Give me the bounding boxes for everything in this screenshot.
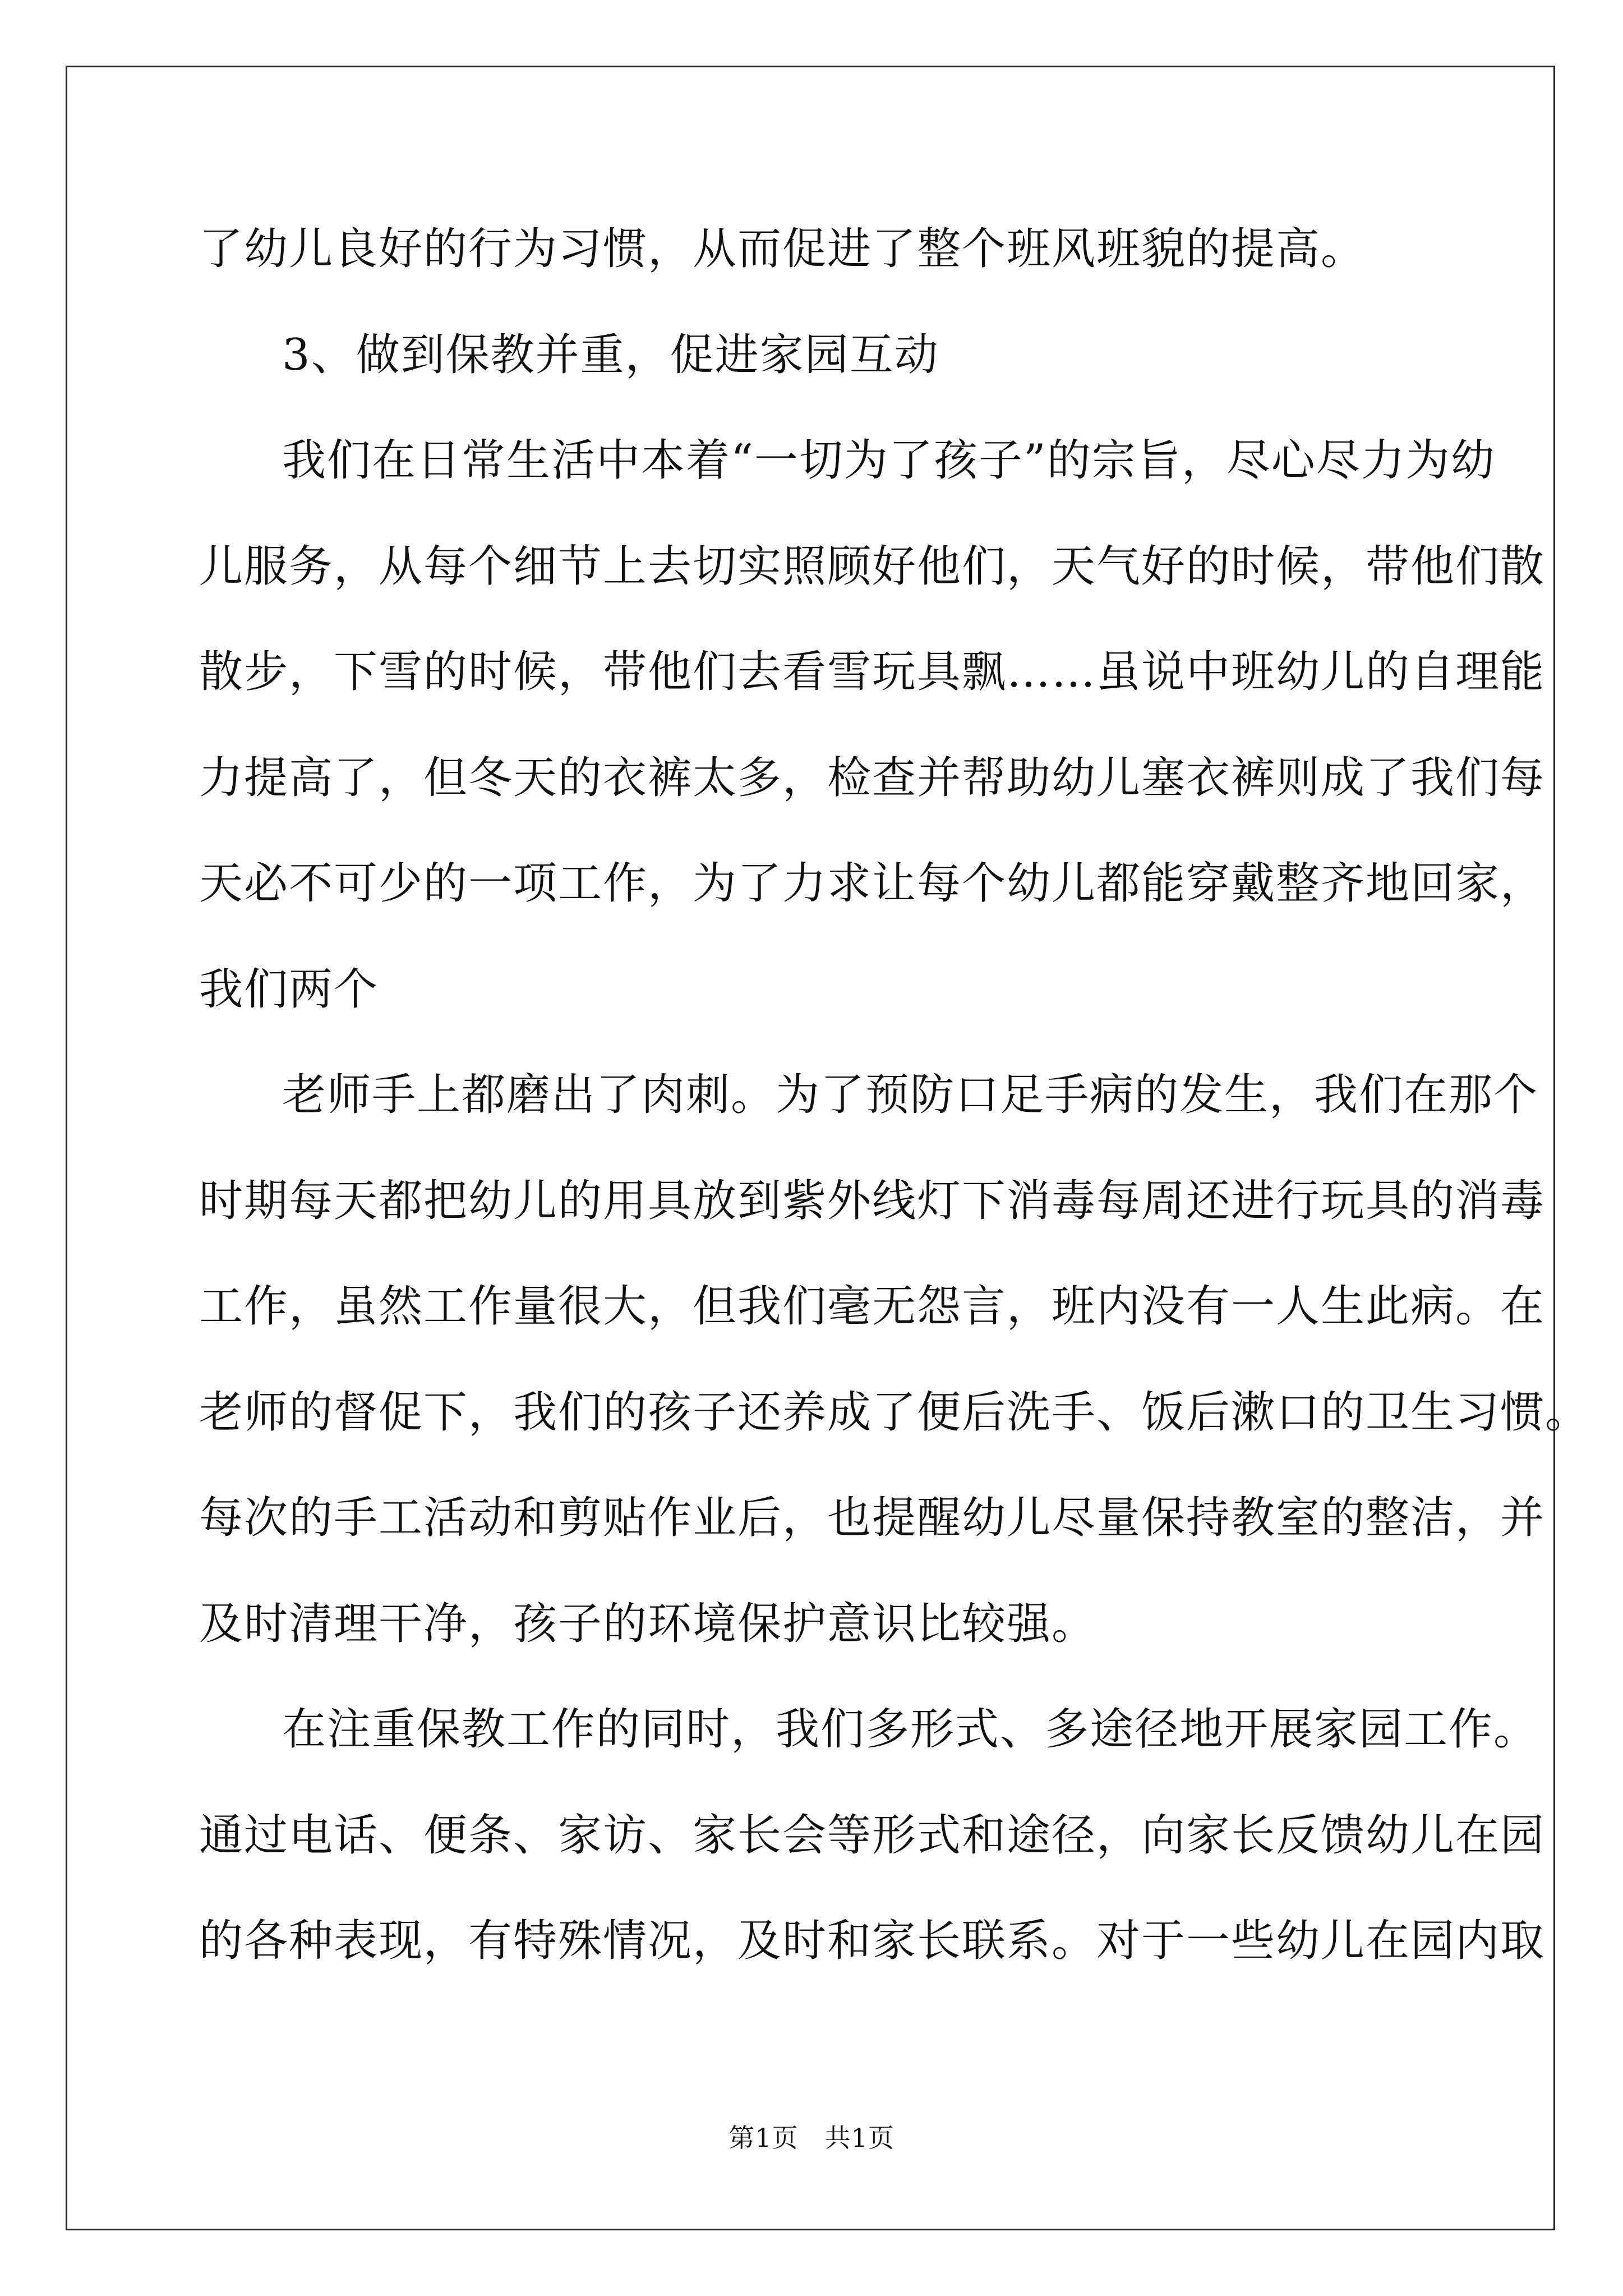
text-line: 工作，虽然工作量很大，但我们毫无怨言，班内没有一人生此病。在 <box>199 1281 1546 1332</box>
page-footer: 第1页 共1页 <box>728 2123 895 2153</box>
text-line: 老师的督促下，我们的孩子还养成了便后洗手、饭后漱口的卫生习惯。 <box>199 1387 1590 1438</box>
text-line: 每次的手工活动和剪贴作业后，也提醒幼儿尽量保持教室的整洁，并 <box>199 1493 1546 1543</box>
text-line: 及时清理干净，孩子的环境保护意识比较强。 <box>199 1598 1097 1649</box>
text-line: 天必不可少的一项工作，为了力求让每个幼儿都能穿戴整齐地回家， <box>199 858 1546 909</box>
text-line: 通过电话、便条、家访、家长会等形式和途径，向家长反馈幼儿在园 <box>199 1810 1546 1861</box>
text-line: 散步，下雪的时候，带他们去看雪玩具飘……虽说中班幼儿的自理能 <box>199 647 1546 697</box>
text-line: 我们两个 <box>199 964 379 1015</box>
text-line: 在注重保教工作的同时，我们多形式、多途径地开展家园工作。 <box>282 1704 1539 1755</box>
text-line: 了幼儿良好的行为习惯，从而促进了整个班风班貌的提高。 <box>199 224 1366 274</box>
text-line: 老师手上都磨出了肉刺。为了预防口足手病的发生，我们在那个 <box>282 1070 1539 1120</box>
text-line: 3、做到保教并重，促进家园互动 <box>282 329 939 380</box>
text-line: 力提高了，但冬天的衣裤太多，检查并帮助幼儿塞衣裤则成了我们每 <box>199 752 1546 803</box>
text-line: 我们在日常生活中本着“一切为了孩子”的宗旨，尽心尽力为幼 <box>282 435 1496 486</box>
text-line: 儿服务，从每个细节上去切实照顾好他们，天气好的时候，带他们散 <box>199 541 1546 592</box>
document-body <box>199 196 1590 1994</box>
text-line: 的各种表现，有特殊情况，及时和家长联系。对于一些幼儿在园内取 <box>199 1916 1546 1966</box>
text-line: 时期每天都把幼儿的用具放到紫外线灯下消毒每周还进行玩具的消毒 <box>199 1175 1546 1226</box>
